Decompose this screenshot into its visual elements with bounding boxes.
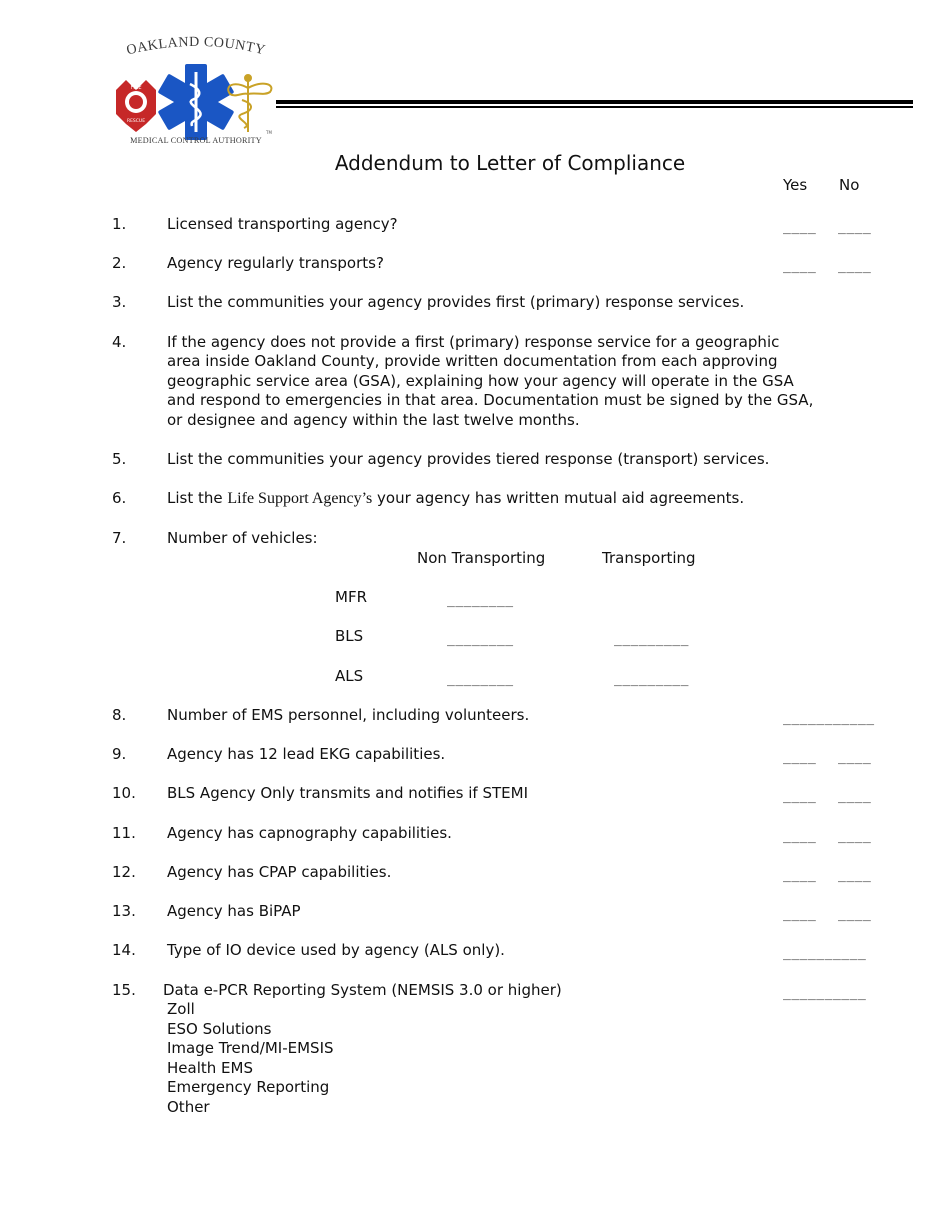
vehicles-col-non-transporting: Non Transporting [417,549,546,567]
item-number: 10. [112,784,136,802]
item-text: List the communities your agency provides tiered response (transport) services. [167,450,770,468]
yes-answer-blank[interactable]: ____ [783,789,817,804]
vehicle-row-label: ALS [335,667,364,685]
item-text: BLS Agency Only transmits and notifies if STEMI [167,784,529,802]
item-number: 11. [112,824,136,842]
item-number: 3. [112,293,127,311]
item-text: Type of IO device used by agency (ALS only). [167,941,505,959]
item-text: Number of vehicles: [167,529,318,547]
transporting-blank[interactable]: _________ [614,672,689,687]
item-number: 9. [112,745,127,763]
item-number: 13. [112,902,136,920]
epcr-option: Zoll [167,1000,195,1018]
item-text-line: area inside Oakland County, provide written documentation from each approving [167,352,778,370]
item-text-prefix: List the [167,489,223,507]
non-transporting-blank[interactable]: ________ [447,672,514,687]
header-rule-thin [276,106,913,108]
item-text [167,489,744,509]
epcr-option: Health EMS [167,1059,253,1077]
item-number: 4. [112,333,127,351]
item-text: Agency has 12 lead EKG capabilities. [167,745,446,763]
header-rule-thick [276,100,913,104]
non-transporting-blank[interactable]: ________ [447,632,514,647]
item-text: Agency has CPAP capabilities. [167,863,392,881]
transporting-blank[interactable]: _________ [614,632,689,647]
yes-column-header: Yes [783,176,808,194]
no-answer-blank[interactable]: ____ [838,907,872,922]
item-text-line: geographic service area (GSA), explaining how your agency will operate in the GSA [167,372,794,390]
yes-answer-blank[interactable]: ____ [783,829,817,844]
item-number: 1. [112,215,127,233]
logo-org-top: OAKLAND COUNTY [125,34,267,59]
star-of-life-icon [158,64,235,140]
no-column-header: No [839,176,860,194]
epcr-option: Other [167,1098,210,1116]
item-text: Agency regularly transports? [167,254,384,272]
item-text: Data e-PCR Reporting System (NEMSIS 3.0 or higher) [163,981,562,999]
no-answer-blank[interactable]: ____ [838,789,872,804]
svg-text:RESCUE: RESCUE [126,119,146,124]
item-number: 14. [112,941,136,959]
item-text-line: or designee and agency within the last twelve months. [167,411,580,429]
item-text-line: If the agency does not provide a first (primary) response service for a geographic [167,333,780,351]
non-transporting-blank[interactable]: ________ [447,593,514,608]
epcr-option: Image Trend/MI-EMSIS [167,1039,334,1057]
logo-org-bottom: MEDICAL CONTROL AUTHORITY [130,136,262,145]
item-number: 7. [112,529,127,547]
epcr-option: ESO Solutions [167,1020,272,1038]
item-number: 15. [112,981,136,999]
item-number: 2. [112,254,127,272]
io-device-blank[interactable]: __________ [783,946,867,961]
logo-trademark: TM [266,130,272,135]
yes-answer-blank[interactable]: ____ [783,220,817,235]
vehicle-row-label: BLS [335,627,364,645]
item-number: 12. [112,863,136,881]
epcr-option: Emergency Reporting [167,1078,330,1096]
personnel-count-blank[interactable]: ___________ [783,711,875,726]
no-answer-blank[interactable]: ____ [838,868,872,883]
epcr-system-blank[interactable]: __________ [783,986,867,1001]
yes-answer-blank[interactable]: ____ [783,907,817,922]
item-text: Licensed transporting agency? [167,215,398,233]
yes-answer-blank[interactable]: ____ [783,750,817,765]
item-number: 5. [112,450,127,468]
item-number: 6. [112,489,127,507]
yes-answer-blank[interactable]: ____ [783,259,817,274]
no-answer-blank[interactable]: ____ [838,220,872,235]
item-number: 8. [112,706,127,724]
yes-answer-blank[interactable]: ____ [783,868,817,883]
no-answer-blank[interactable]: ____ [838,750,872,765]
no-answer-blank[interactable]: ____ [838,829,872,844]
fire-rescue-badge-icon [116,80,156,132]
item-text: Number of EMS personnel, including volunteers. [167,706,530,724]
caduceus-icon [228,75,271,132]
svg-text:FIRE: FIRE [130,85,142,91]
item-text-suffix: your agency has written mutual aid agreements. [377,489,745,507]
item-text: Agency has BiPAP [167,902,301,920]
page-title: Addendum to Letter of Compliance [334,151,686,175]
item-text: List the communities your agency provides first (primary) response services. [167,293,745,311]
oakland-county-mca-logo [112,32,280,150]
vehicles-col-transporting: Transporting [602,549,696,567]
item-text: Agency has capnography capabilities. [167,824,452,842]
vehicle-row-label: MFR [335,588,367,606]
item-text-line: and respond to emergencies in that area. Documentation must be signed by the GSA, [167,391,814,409]
life-support-agency-term: Life Support Agency’s [227,490,373,507]
no-answer-blank[interactable]: ____ [838,259,872,274]
